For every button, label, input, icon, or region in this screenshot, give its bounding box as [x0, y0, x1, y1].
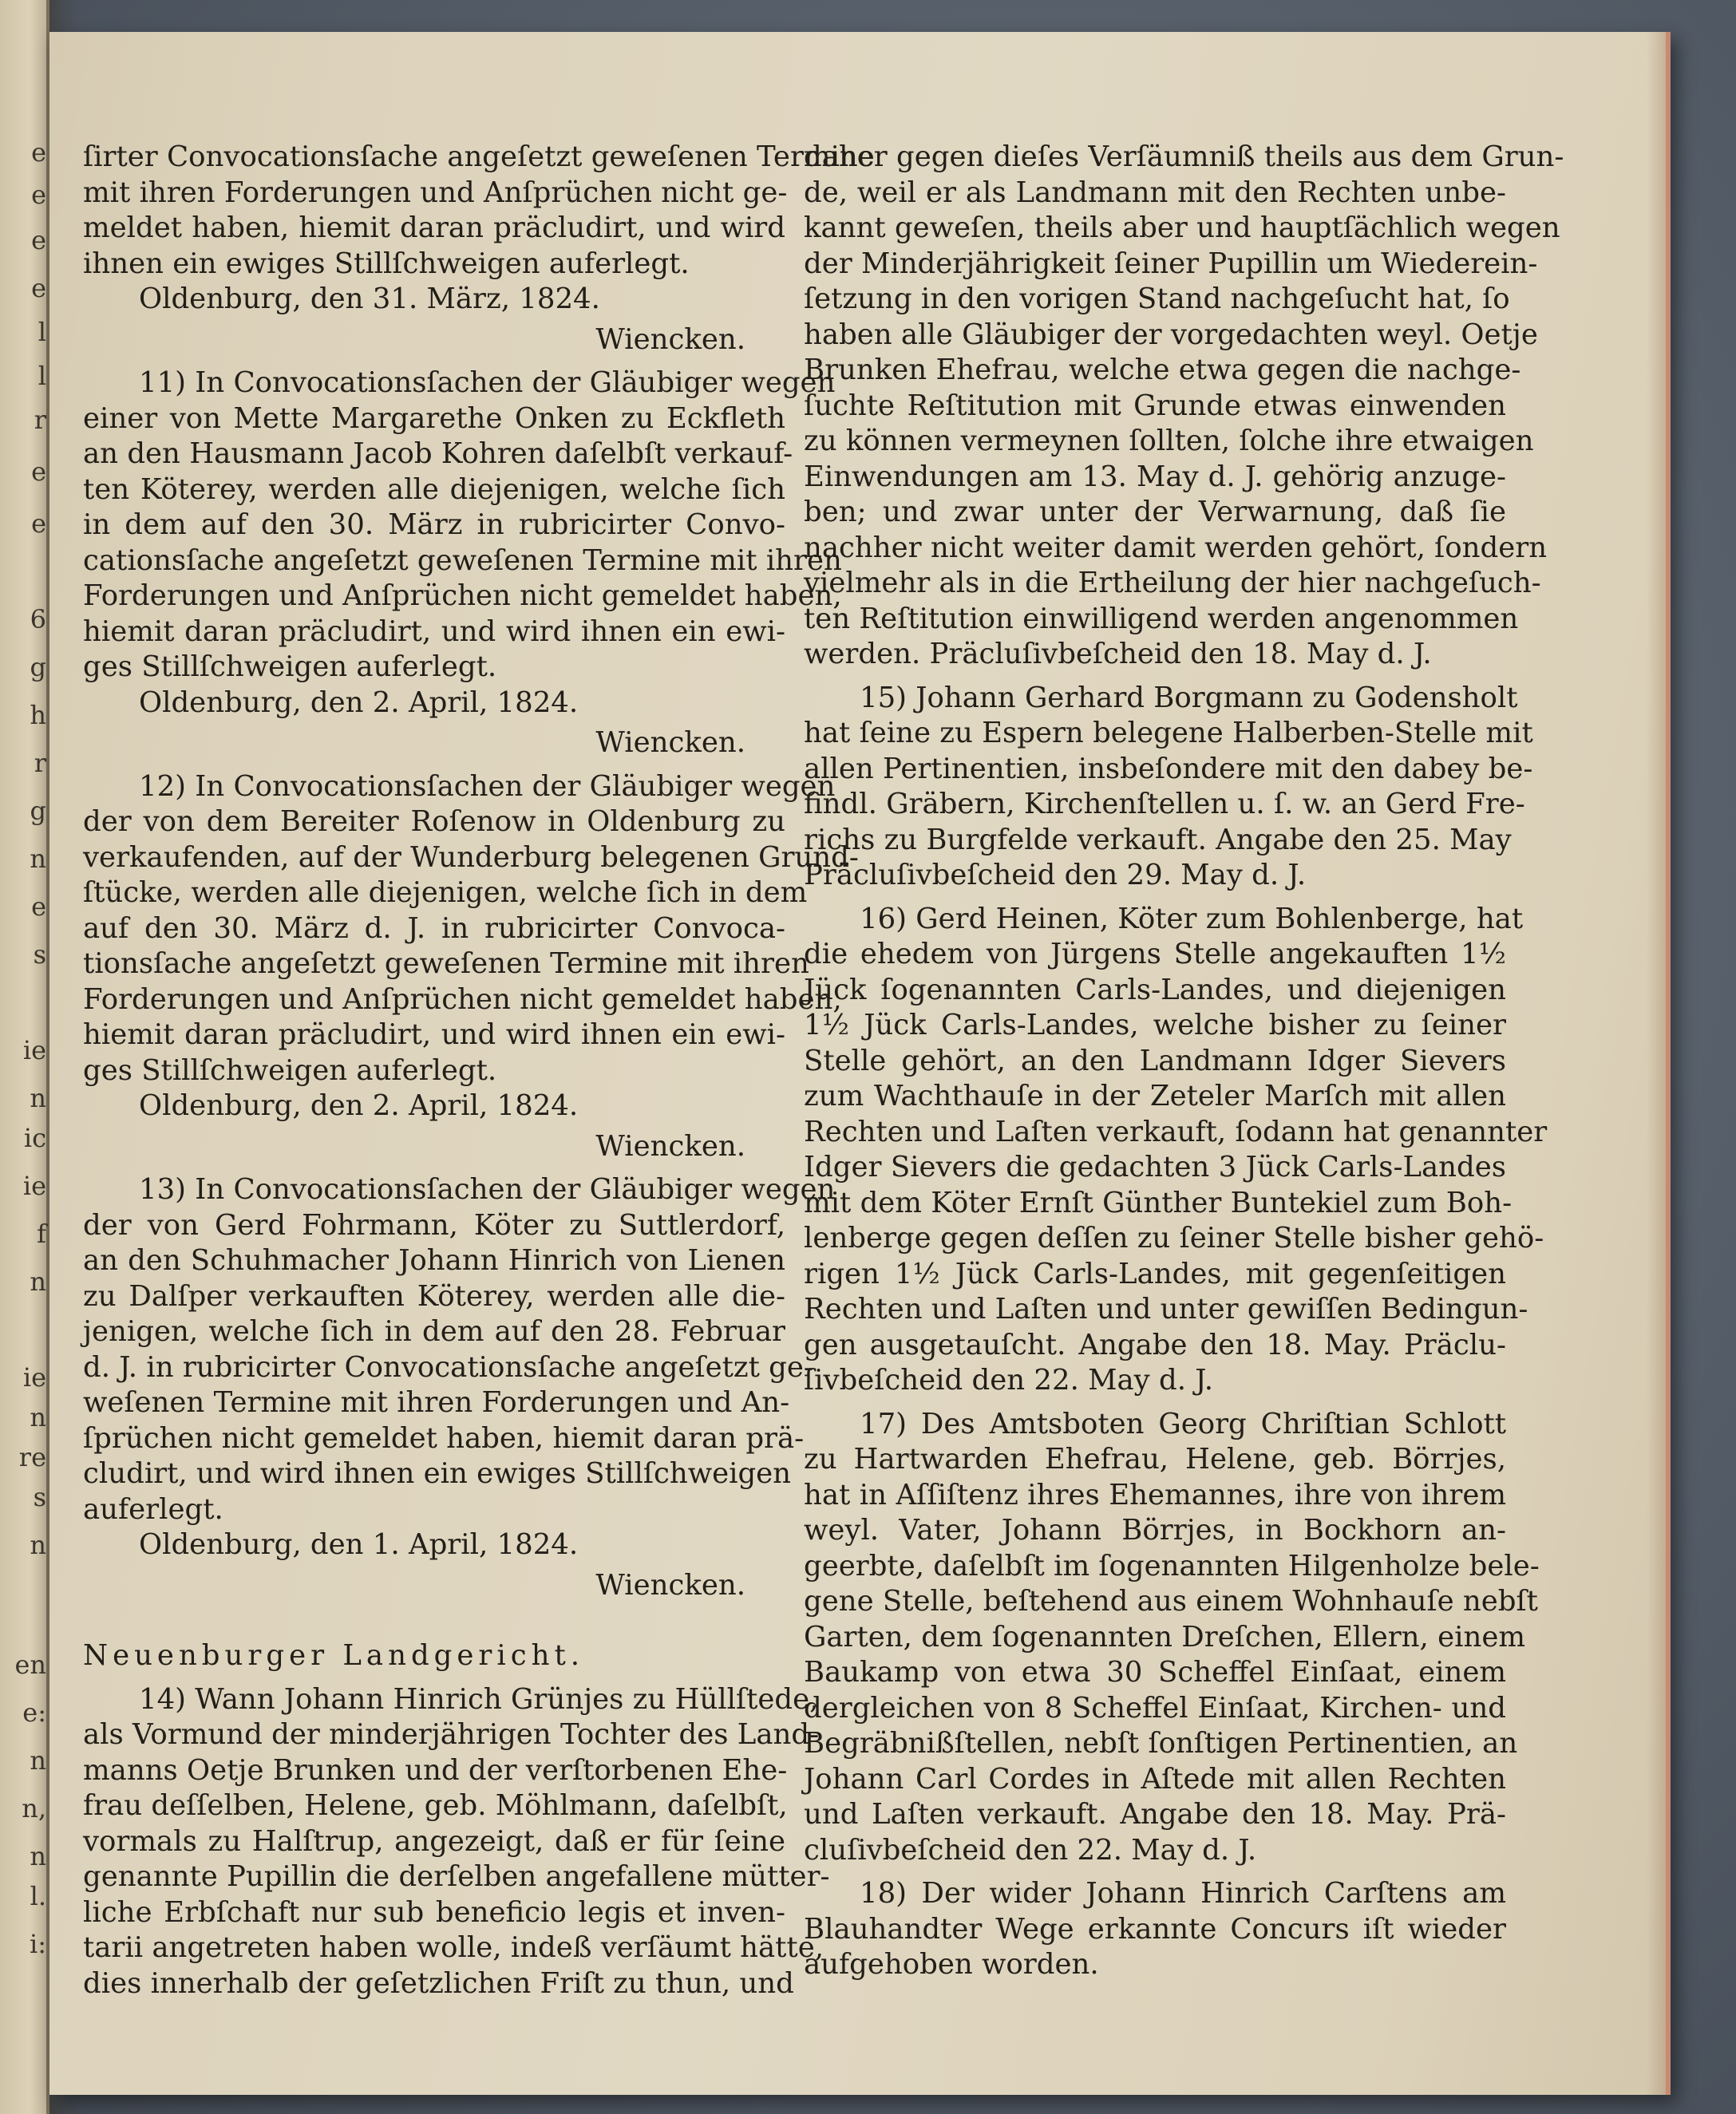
text-line: 16) Gerd Heinen, Köter zum Bohlenberge, hat — [860, 902, 1524, 935]
text-line: hat in Aſſiſtenz ihres Ehemannes, ihre von ihrem — [804, 1478, 1506, 1511]
facing-page-fragment: e — [31, 137, 46, 168]
facing-page-fragment: e — [31, 180, 46, 210]
text-line: Garten, dem ſogenannten Dreſchen, Ellern, einem — [804, 1620, 1526, 1654]
text-line: 13) In Convocationsſachen der Gläubiger wegen — [139, 1173, 836, 1206]
facing-page-fragment: e: — [22, 1697, 46, 1728]
text-line: vormals zu Halſtrup, angezeigt, daß er für ſeine — [83, 1824, 785, 1858]
text-line: zum Wachthauſe in der Zeteler Marſch mit allen — [804, 1080, 1506, 1112]
facing-page-fragment: n — [30, 1745, 46, 1776]
text-line: zu können vermeynen ſollten, ſolche ihre etwaigen — [804, 425, 1534, 457]
text-line: Wiencken. — [595, 726, 745, 759]
text-line: gene Stelle, beſtehend aus einem Wohnhauſe nebſt — [804, 1585, 1538, 1618]
text-line: 14) Wann Johann Hinrich Grünjes zu Hüllſtede, — [139, 1682, 819, 1716]
facing-page-fragment: e — [31, 456, 46, 487]
text-line: Oldenburg, den 2. April, 1824. — [139, 1089, 579, 1122]
text-line: die ehedem von Jürgens Stelle angekauften 1½ — [804, 938, 1506, 970]
text-line: cationsſache angeſetzt geweſenen Termine mit ihren — [83, 543, 842, 577]
text-line: ſirter Convocationsſache angeſetzt geweſenen Termine — [83, 140, 875, 173]
text-line: manns Oetje Brunken und der verſtorbenen Ehe- — [83, 1753, 788, 1787]
text-line: dies innerhalb der geſetzlichen Friſt zu thun, und — [83, 1966, 794, 2000]
text-line: Oldenburg, den 1. April, 1824. — [139, 1528, 579, 1561]
text-line: Idger Sievers die gedachten 3 Jück Carls-Landes — [804, 1151, 1506, 1183]
facing-page-fragment: n — [30, 1402, 46, 1432]
text-line: verkaufenden, auf der Wunderburg belegenen Grund- — [83, 840, 859, 874]
text-line: rigen 1½ Jück Carls-Landes, mit gegenſeitigen — [804, 1257, 1506, 1290]
text-line: meldet haben, hiemit daran präcludirt, und wird — [83, 211, 785, 244]
text-line: ſtücke, werden alle diejenigen, welche ſich in dem — [83, 876, 808, 909]
text-line: und Laſten verkauft. Angabe den 18. May. Prä- — [804, 1798, 1506, 1831]
text-line: 17) Des Amtsboten Georg Chriſtian Schlott — [860, 1407, 1506, 1440]
text-line: Stelle gehört, an den Landmann Idger Sievers — [804, 1044, 1506, 1077]
text-line: Einwendungen am 13. May d. J. gehörig anzuge- — [804, 460, 1506, 493]
text-line: Johann Carl Cordes in Aſtede mit allen Rechten — [804, 1762, 1506, 1796]
text-line: ſuchte Reſtitution mit Grunde etwas einwenden — [804, 389, 1506, 422]
text-line: genannte Pupillin die derſelben angefallene mütter- — [83, 1860, 830, 1893]
text-line: ges Stillſchweigen auferlegt. — [83, 650, 497, 683]
text-line: weſenen Termine mit ihren Forderungen und An- — [83, 1386, 790, 1419]
text-line: Rechten und Laſten verkauft, ſodann hat genannter — [804, 1115, 1548, 1148]
text-line: an den Hausmann Jacob Kohren daſelbſt verkauf- — [83, 437, 793, 470]
text-line: liche Erbſchaft nur sub beneficio legis et inven- — [83, 1895, 785, 1929]
facing-page-fragment: 6 — [30, 604, 46, 634]
text-line: dergleichen von 8 Scheffel Einſaat, Kirchen- und — [804, 1691, 1506, 1725]
text-line: kannt geweſen, theils aber und hauptſächlich wegen — [804, 211, 1560, 244]
facing-page-fragment: n — [30, 1083, 46, 1113]
text-line: auf den 30. März d. J. in rubricirter Convoca- — [83, 911, 785, 945]
facing-page-fragment: i: — [29, 1929, 46, 1959]
right-text-column — [804, 140, 1564, 1983]
text-line: Oldenburg, den 31. März, 1824. — [139, 283, 600, 315]
text-line: 15) Johann Gerhard Borgmann zu Godensholt — [860, 681, 1518, 714]
text-line: in dem auf den 30. März in rubricirter Convo- — [83, 508, 785, 541]
text-line: lenberge gegen deſſen zu ſeiner Stelle bisher gehö- — [804, 1222, 1544, 1255]
text-line: ges Stillſchweigen auferlegt. — [83, 1053, 497, 1087]
facing-page-fragment: ic — [23, 1123, 46, 1153]
text-line: Brunken Ehefrau, welche etwa gegen die nachge- — [804, 354, 1521, 386]
text-line: mit dem Köter Ernſt Günther Buntekiel zum Boh- — [804, 1186, 1513, 1219]
facing-page-fragment: n, — [22, 1793, 46, 1824]
text-line: auferlegt. — [83, 1492, 223, 1526]
text-line: Forderungen und Anſprüchen nicht gemeldet haben, — [83, 579, 842, 612]
facing-page-fragment: e — [31, 891, 46, 922]
text-line: ihnen ein ewiges Stillſchweigen auferlegt. — [83, 247, 690, 280]
text-line: Jück ſogenannten Carls-Landes, und diejenigen — [804, 973, 1506, 1006]
text-line: 1½ Jück Carls-Landes, welche bisher zu ſeiner — [804, 1009, 1506, 1041]
facing-page-fragment: l — [38, 317, 46, 347]
text-line: mit ihren Forderungen und Anſprüchen nicht ge- — [83, 176, 788, 209]
document-page — [49, 32, 1671, 2095]
text-line: nachher nicht weiter damit werden gehört, ſondern — [804, 531, 1548, 564]
text-line: hiemit daran präcludirt, und wird ihnen ein ewi- — [83, 1018, 785, 1051]
text-line: Begräbnißſtellen, nebſt ſonſtigen Pertinentien, an — [804, 1727, 1518, 1760]
facing-page-fragment: n — [30, 1530, 46, 1560]
facing-page-fragment: e — [31, 273, 46, 303]
text-line: Oldenburg, den 2. April, 1824. — [139, 686, 579, 719]
text-line: ben; und zwar unter der Verwarnung, daß ſie — [804, 496, 1506, 528]
text-line: Forderungen und Anſprüchen nicht gemeldet haben, — [83, 982, 842, 1016]
facing-page-fragment: ie — [22, 1035, 46, 1065]
text-line: tarii angetreten haben wolle, indeß verſäumt hätte, — [83, 1931, 824, 1964]
facing-page-fragment: n — [30, 844, 46, 874]
text-line: findl. Gräbern, Kirchenſtellen u. ſ. w. an Gerd Fre- — [804, 788, 1525, 820]
text-line: einer von Mette Margarethe Onken zu Eckfleth — [83, 401, 785, 435]
text-line: allen Pertinentien, insbeſondere mit den dabey be- — [804, 752, 1533, 785]
left-text-column — [83, 140, 875, 2001]
text-line: d. J. in rubricirter Convocationsſache angeſetzt ge- — [83, 1350, 813, 1384]
text-line: Baukamp von etwa 30 Scheffel Einſaat, einem — [804, 1656, 1506, 1689]
text-line: werden. Präcluſivbeſcheid den 18. May d. J. — [804, 638, 1432, 670]
text-line: ſprüchen nicht gemeldet haben, hiemit daran prä- — [83, 1421, 805, 1455]
facing-page-fragment: g — [30, 796, 46, 826]
facing-page-fragment: l — [38, 361, 46, 391]
facing-page-fragment: s — [33, 939, 46, 970]
text-line: hat ſeine zu Espern belegene Halberben-Stelle mit — [804, 717, 1533, 749]
text-line: ten Köterey, werden alle diejenigen, welche ſich — [83, 472, 785, 506]
text-line: gen ausgetauſcht. Angabe den 18. May. Präclu- — [804, 1328, 1506, 1361]
facing-page-fragment: s — [33, 1482, 46, 1512]
facing-page-fragment: g — [30, 652, 46, 682]
text-line: an den Schuhmacher Johann Hinrich von Lienen — [83, 1244, 785, 1277]
facing-page-fragment: e — [31, 225, 46, 255]
text-line: cluſivbeſcheid den 22. May d. J. — [804, 1833, 1257, 1867]
text-line: ſetzung in den vorigen Stand nachgeſucht hat, ſo — [804, 283, 1510, 315]
facing-page-fragment: ie — [22, 1171, 46, 1201]
page-edge-shade — [1647, 32, 1666, 2095]
facing-page-fragment: e — [31, 508, 46, 539]
facing-page-fragment: ie — [22, 1362, 46, 1393]
text-line: Wiencken. — [595, 1129, 745, 1163]
text-line: daher gegen dieſes Verſäumniß theils aus dem Grun- — [804, 140, 1564, 173]
facing-page-fragment: f — [37, 1219, 46, 1249]
text-line: richs zu Burgfelde verkauft. Angabe den 25. May — [804, 823, 1512, 856]
text-line: Präcluſivbeſcheid den 29. May d. J. — [804, 859, 1307, 891]
text-line: ſivbeſcheid den 22. May d. J. — [804, 1364, 1214, 1397]
text-line: hiemit daran präcludirt, und wird ihnen ein ewi- — [83, 614, 785, 648]
text-line: als Vormund der minderjährigen Tochter des Land- — [83, 1718, 820, 1751]
text-line: Rechten und Laſten und unter gewiſſen Bedingun- — [804, 1293, 1528, 1326]
text-line: der von Gerd Fohrmann, Köter zu Suttlerdorf, — [83, 1208, 785, 1242]
text-line: haben alle Gläubiger der vorgedachten weyl. Oetje — [804, 318, 1538, 351]
text-line: vielmehr als in die Ertheilung der hier nachgeſuch- — [804, 567, 1541, 599]
text-line: zu Dalſper verkauften Köterey, werden alle die- — [83, 1279, 785, 1313]
text-line: Wiencken. — [595, 322, 745, 356]
text-line: 18) Der wider Johann Hinrich Carſtens am — [860, 1877, 1506, 1910]
facing-page-fragment: n — [30, 1841, 46, 1871]
text-line: der von dem Bereiter Roſenow in Oldenburg zu — [83, 805, 785, 838]
text-line: ten Reſtitution einwilligend werden angenommen — [804, 602, 1519, 635]
facing-page-fragment: n — [30, 1266, 46, 1297]
text-line: jenigen, welche ſich in dem auf den 28. Februar — [83, 1315, 785, 1348]
facing-page-fragment: r — [34, 405, 46, 435]
text-line: tionsſache angeſetzt geweſenen Termine mit ihren — [83, 947, 809, 980]
facing-page-fragment: r — [34, 748, 46, 778]
text-line: frau deſſelben, Helene, geb. Möhlmann, daſelbſt, — [83, 1789, 788, 1822]
text-line: Wiencken. — [595, 1568, 745, 1602]
text-line: 11) In Convocationsſachen der Gläubiger wegen — [139, 366, 836, 399]
facing-page-fragment: l. — [30, 1881, 46, 1911]
text-line: weyl. Vater, Johann Börrjes, in Bockhorn an- — [804, 1514, 1506, 1547]
text-line: Blauhandter Wege erkannte Concurs iſt wieder — [804, 1912, 1506, 1946]
facing-page-fragment: h — [30, 700, 46, 730]
text-line: 12) In Convocationsſachen der Gläubiger wegen — [139, 769, 836, 803]
text-line: cludirt, und wird ihnen ein ewiges Stillſchweigen — [83, 1457, 792, 1490]
facing-page-edge — [0, 0, 49, 2114]
text-line: Neuenburger Landgericht. — [83, 1639, 585, 1672]
text-line: aufgehoben worden. — [804, 1948, 1099, 1981]
text-line: geerbte, daſelbſt im ſogenannten Hilgenholze bele- — [804, 1549, 1540, 1583]
facing-page-fragment: en — [14, 1650, 46, 1680]
facing-page-fragment: re — [18, 1442, 46, 1472]
text-line: de, weil er als Landmann mit den Rechten unbe- — [804, 176, 1506, 209]
text-line: der Minderjährigkeit ſeiner Pupillin um Wiederein- — [804, 247, 1538, 280]
text-line: zu Hartwarden Ehefrau, Helene, geb. Börrjes, — [804, 1443, 1506, 1476]
